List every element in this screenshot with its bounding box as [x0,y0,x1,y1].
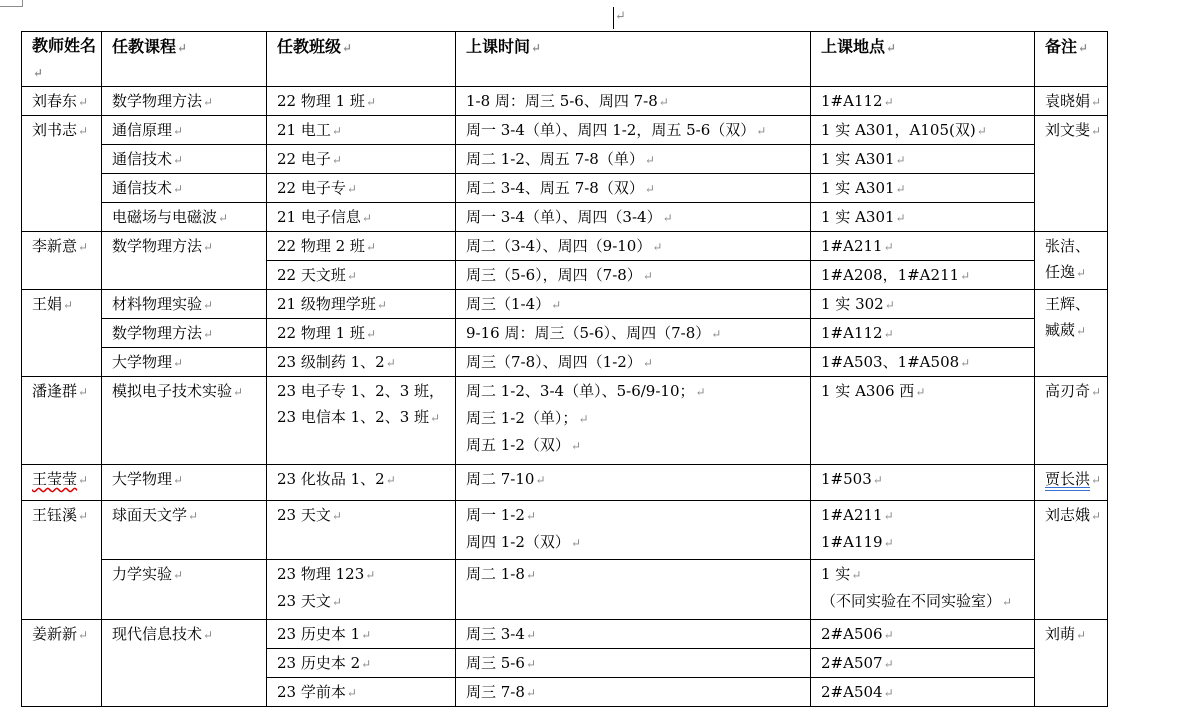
table-row [22,319,1108,348]
cell-location: 1 实 A301，A105(双)↵ [811,116,1035,145]
cell-course: 材料物理实验↵ [102,290,267,319]
cell-course: 现代信息技术↵ [102,620,267,707]
cell-course: 大学物理↵ [102,348,267,377]
cell-location: 1#A503、1#A508↵ [811,348,1035,377]
cell-note: 高刃奇↵ [1035,377,1108,465]
cell-class: 21 电工↵ [267,116,456,145]
header-teacher: 教师姓名↵ [22,32,102,87]
cell-course: 通信技术↵ [102,145,267,174]
cell-location: 2#A506↵ [811,620,1035,649]
cell-course: 数学物理方法↵ [102,87,267,116]
table-row [22,620,1108,649]
cell-location: 1 实↵ （不同实验在不同实验室）↵ [811,560,1035,620]
cell-location: 1 实 A301↵ [811,145,1035,174]
cell-class: 23 电子专 1、2、3 班， 23 电信本 1、2、3 班↵ [267,377,456,465]
cell-course: 通信原理↵ [102,116,267,145]
cell-class: 23 天文↵ [267,501,456,560]
cell-class: 22 物理 1 班↵ [267,319,456,348]
cell-time: 周一 3-4（单）、周四 1-2，周五 5-6（双）↵ [456,116,811,145]
table-row [22,290,1108,319]
table-row [22,348,1108,377]
cell-class: 21 电子信息↵ [267,203,456,232]
cell-class: 23 级制药 1、2↵ [267,348,456,377]
cell-class: 22 电子专↵ [267,174,456,203]
cell-note: 刘志娥↵ [1035,501,1108,620]
cell-time: 周二 1-2、周五 7-8（单）↵ [456,145,811,174]
header-time: 上课时间↵ [456,32,811,87]
header-note: 备注↵ [1035,32,1108,87]
cell-time: 周一 3-4（单）、周四（3-4）↵ [456,203,811,232]
cell-class: 23 历史本 2↵ [267,649,456,678]
cell-location: 1#A208，1#A211↵ [811,261,1035,290]
cell-note: 刘萌↵ [1035,620,1108,707]
cell-note: 刘文斐↵ [1035,116,1108,232]
cell-course: 数学物理方法↵ [102,232,267,290]
cell-time: 周二（3-4）、周四（9-10）↵ [456,232,811,261]
paragraph-mark-icon: ↵ [615,9,626,24]
cell-teacher: 潘逢群↵ [22,377,102,465]
header-course: 任教课程↵ [102,32,267,87]
cell-note: 王辉、臧葳↵ [1035,290,1108,377]
cell-location: 2#A504↵ [811,678,1035,707]
cell-class: 22 物理 2 班↵ [267,232,456,261]
text-cursor [613,7,614,29]
cell-course: 模拟电子技术实验↵ [102,377,267,465]
table-row [22,377,1108,465]
cell-location: 1#A211↵ 1#A119↵ [811,501,1035,560]
table-row [22,560,1108,620]
cell-class: 22 电子↵ [267,145,456,174]
table-row [22,465,1108,501]
cell-class: 21 级物理学班↵ [267,290,456,319]
cell-class: 23 物理 123↵ 23 天文↵ [267,560,456,620]
table-row [22,87,1108,116]
cell-teacher: 王钰溪↵ [22,501,102,620]
cell-note: 袁晓娟↵ [1035,87,1108,116]
header-class: 任教班级↵ [267,32,456,87]
cell-time: 周三 3-4↵ [456,620,811,649]
cell-location: 1 实 A301↵ [811,174,1035,203]
cell-course: 电磁场与电磁波↵ [102,203,267,232]
cell-class: 22 物理 1 班↵ [267,87,456,116]
cell-location: 1 实 A306 西↵ [811,377,1035,465]
cell-time: 周三 7-8↵ [456,678,811,707]
cell-location: 1#503↵ [811,465,1035,501]
spellcheck-underline: 王莹莹 [32,470,78,488]
cell-location: 2#A507↵ [811,649,1035,678]
cell-time: 周二 1-8↵ [456,560,811,620]
cell-location: 1#A112↵ [811,87,1035,116]
cell-teacher: 刘春东↵ [22,87,102,116]
cell-note: 贾长洪↵ [1035,465,1108,501]
cell-teacher: 刘书志↵ [22,116,102,232]
cell-location: 1#A211↵ [811,232,1035,261]
cell-note: 张洁、任逸↵ [1035,232,1108,290]
header-location: 上课地点↵ [811,32,1035,87]
grammar-underline: 贾长洪 [1045,470,1091,488]
cell-course: 通信技术↵ [102,174,267,203]
table-row [22,145,1108,174]
cell-time: 周二 1-2、3-4（单）、5-6/9-10；↵ 周三 1-2（单）；↵ 周五 1-2（双）↵ [456,377,811,465]
cell-location: 1 实 A301↵ [811,203,1035,232]
cell-course: 数学物理方法↵ [102,319,267,348]
table-row [22,116,1108,145]
cell-class: 23 历史本 1↵ [267,620,456,649]
cell-location: 1 实 302↵ [811,290,1035,319]
cell-course: 力学实验↵ [102,560,267,620]
cell-time: 周二 3-4、周五 7-8（双）↵ [456,174,811,203]
cell-class: 23 化妆品 1、2↵ [267,465,456,501]
cell-time: 周二 7-10↵ [456,465,811,501]
cell-teacher: 李新意↵ [22,232,102,290]
page-corner-mark [0,0,23,7]
table-row [22,501,1108,560]
cell-teacher: 王娟↵ [22,290,102,377]
cell-time: 1-8 周：周三 5-6、周四 7-8↵ [456,87,811,116]
cell-time: 周三（7-8）、周四（1-2）↵ [456,348,811,377]
cell-course: 球面天文学↵ [102,501,267,560]
table-row [22,232,1108,261]
cell-time: 周三（1-4）↵ [456,290,811,319]
cell-teacher: 王莹莹↵ [22,465,102,501]
table-row [22,203,1108,232]
cell-teacher: 姜新新↵ [22,620,102,707]
cell-time: 9-16 周：周三（5-6）、周四（7-8）↵ [456,319,811,348]
schedule-table [21,31,1108,707]
cell-class: 23 学前本↵ [267,678,456,707]
cell-time: 周三（5-6），周四（7-8）↵ [456,261,811,290]
table-row [22,174,1108,203]
cell-time: 周三 5-6↵ [456,649,811,678]
cell-course: 大学物理↵ [102,465,267,501]
cell-time: 周一 1-2↵ 周四 1-2（双）↵ [456,501,811,560]
cell-class: 22 天文班↵ [267,261,456,290]
cell-location: 1#A112↵ [811,319,1035,348]
table-header-row [22,32,1108,87]
